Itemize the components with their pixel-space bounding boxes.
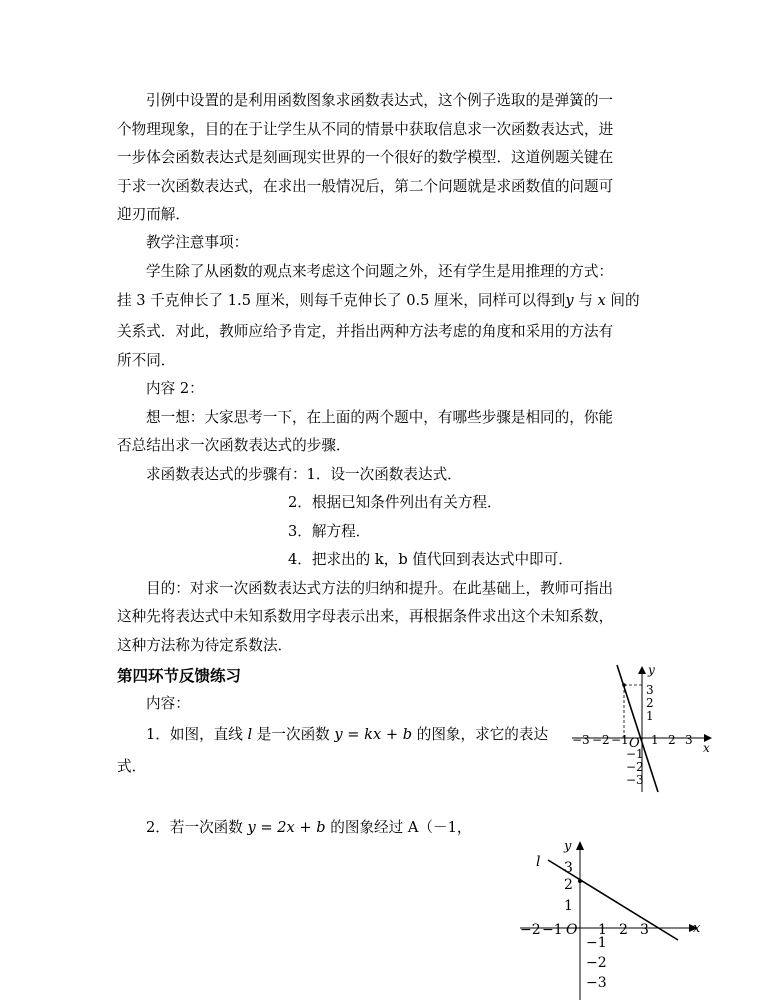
question-2: [146, 818, 471, 838]
text-run: 1．如图，直线: [146, 726, 248, 743]
paragraph-line: 所不同．: [117, 352, 176, 369]
paragraph-line: 学生除了从函数的观点来考虑这个问题之外，还有学生是用推理的方式：: [146, 263, 614, 280]
paragraph-line: 目的：对求一次函数表达式方法的归纳和提升。在此基础上，教师可指出: [146, 580, 614, 597]
x-tick-label: 2: [619, 922, 628, 938]
paragraph-line: 于求一次函数表达式，在求出一般情况后，第二个问题就是求函数值的问题可: [117, 178, 614, 195]
math-var-l: l: [247, 726, 253, 743]
x-tick-label: 3: [640, 922, 649, 938]
x-tick-label: −1: [542, 922, 563, 938]
y-tick-label: −3: [626, 773, 644, 787]
content-label: 内容：: [146, 695, 190, 712]
y-axis-arrow: [576, 841, 584, 850]
x-tick-label: 3: [685, 733, 693, 747]
figure-2-graph: [514, 836, 710, 1000]
paragraph-line: 关系式．对此，教师应给予肯定，并指出两种方法考虑的角度和采用的方法有: [117, 323, 614, 340]
paragraph-line: 一步体会函数表达式是刻画现实世界的一个很好的数学模型．这道例题关键在: [117, 149, 614, 166]
step-line: 2．根据已知条件列出有关方程．: [288, 494, 502, 511]
step-line: 3．解方程．: [288, 523, 371, 540]
origin-label: O: [629, 736, 640, 751]
notes-heading: 教学注意事项：: [146, 234, 249, 251]
figure-1-graph: [562, 660, 722, 800]
y-axis-arrow: [638, 666, 646, 674]
paragraph-line: 这种先将表达式中未知系数用字母表示出来，再根据条件求出这个未知系数，: [117, 608, 614, 625]
math-var-y: y: [565, 292, 574, 309]
x-tick-label: −2: [520, 922, 541, 938]
paragraph-line: [117, 291, 640, 311]
origin-label: O: [566, 922, 578, 938]
y-tick-label: 3: [564, 860, 573, 876]
x-tick-label: 1: [651, 733, 659, 747]
x-tick-label: −2: [592, 733, 610, 747]
y-tick-label: −2: [586, 955, 607, 971]
section-heading: 第四环节反馈练习: [117, 667, 242, 685]
x-axis-label: x: [693, 921, 701, 936]
line-label: l: [536, 854, 541, 870]
text-run: 的图象，求它的表达: [412, 726, 549, 743]
math-equation: y = 2x + b: [247, 819, 326, 836]
content2-label: 内容 2：: [146, 380, 204, 397]
text-run: 的图象经过 A（－1，: [325, 819, 472, 836]
y-axis-label: y: [648, 663, 655, 677]
y-axis-label: y: [564, 839, 572, 854]
x-tick-label: 2: [668, 733, 676, 747]
x-tick-label: −3: [572, 733, 590, 747]
paragraph-line: 个物理现象，目的在于让学生从不同的情景中获取信息求一次函数表达式，进: [117, 121, 614, 138]
paragraph-line: 引例中设置的是利用函数图象求函数表达式，这个例子选取的是弹簧的一: [146, 92, 614, 109]
question-1: [146, 725, 548, 745]
y-tick-label: −1: [626, 747, 644, 761]
y-tick-label: 1: [646, 709, 654, 723]
x-axis-label: x: [703, 741, 710, 755]
y-tick-label: 1: [564, 898, 573, 914]
paragraph-line: 这种方法称为待定系数法．: [117, 637, 293, 654]
text-run: 挂 3 千克伸长了 1.5 厘米，则每千克伸长了 0.5 厘米，同样可以得到: [117, 292, 566, 309]
paragraph-line: 否总结出求一次函数表达式的步骤．: [117, 437, 351, 454]
y-tick-label: −3: [586, 975, 607, 991]
x-tick-label: 1: [598, 922, 607, 938]
paragraph-line: 想一想：大家思考一下，在上面的两个题中，有哪些步骤是相同的，你能: [146, 409, 614, 426]
y-tick-label: 2: [646, 696, 654, 710]
y-tick-label: 2: [564, 877, 573, 893]
text-run: 2．若一次函数: [146, 819, 248, 836]
y-tick-label: −2: [626, 760, 644, 774]
text-run: 间的: [605, 292, 640, 309]
text-run: 是一次函数: [252, 726, 335, 743]
step-line: 4．把求出的 k，b 值代回到表达式中即可．: [288, 551, 573, 568]
math-equation: y = kx + b: [334, 726, 413, 743]
y-tick-label: −1: [586, 935, 607, 951]
point-marker: [578, 879, 582, 883]
x-tick-label: −1: [611, 733, 629, 747]
question-1-cont: 式．: [117, 758, 147, 775]
step-line: 求函数表达式的步骤有：1．设一次函数表达式．: [146, 466, 462, 483]
paragraph-line: 迎刃而解．: [117, 206, 190, 223]
math-var-x: x: [597, 292, 606, 309]
y-tick-label: 3: [646, 683, 654, 697]
text-run: 与: [573, 292, 598, 309]
